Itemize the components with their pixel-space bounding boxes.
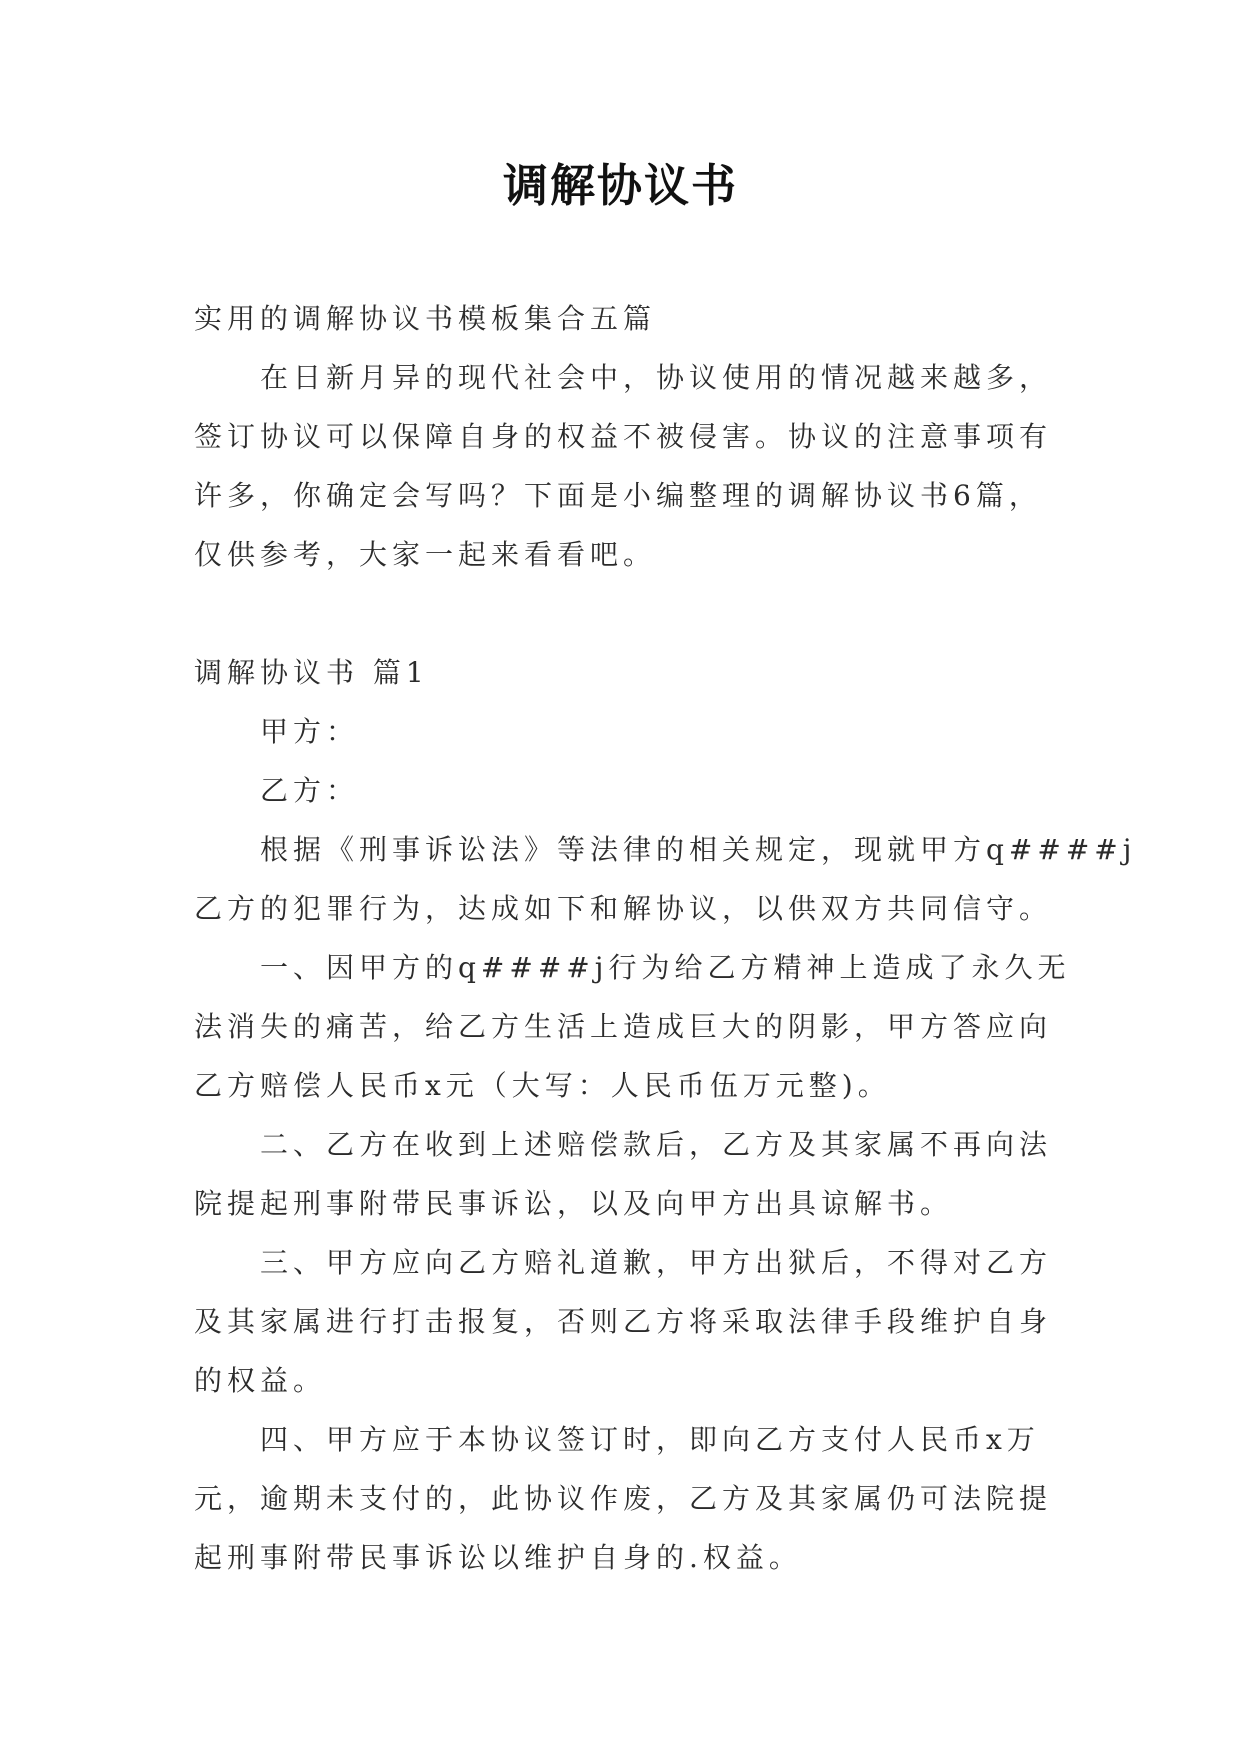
- clause-line: 二、乙方在收到上述赔偿款后，乙方及其家属不再向法: [260, 1128, 1053, 1161]
- clause-line: 法消失的痛苦，给乙方生活上造成巨大的阴影，甲方答应向: [194, 1010, 1053, 1043]
- clause-4: [194, 1410, 1094, 1587]
- clause-3: [194, 1233, 1094, 1410]
- intro-line: 仅供参考，大家一起来看看吧。: [194, 538, 657, 571]
- clause-line: 院提起刑事附带民事诉讼，以及向甲方出具谅解书。: [194, 1187, 954, 1220]
- party-b-label: 乙方：: [260, 774, 360, 807]
- intro-line: 签订协议可以保障自身的权益不被侵害。协议的注意事项有: [194, 420, 1053, 453]
- preamble-line: 根据《刑事诉讼法》等法律的相关规定，现就甲方q####j: [260, 833, 1137, 866]
- party-a-label: 甲方：: [260, 715, 360, 748]
- clause-line: 四、甲方应于本协议签订时，即向乙方支付人民币x万: [260, 1423, 1040, 1456]
- preamble-paragraph: [194, 820, 1137, 938]
- clause-line: 一、因甲方的q####j行为给乙方精神上造成了永久无: [260, 951, 1071, 984]
- clause-line: 起刑事附带民事诉讼以维护自身的.权益。: [194, 1541, 802, 1574]
- document-title: 调解协议书: [502, 159, 738, 212]
- paragraph-spacer: [194, 584, 1094, 643]
- section-heading: 调解协议书 篇1: [194, 656, 429, 689]
- clause-line: 乙方赔偿人民币x元（大写：人民币伍万元整)。: [194, 1069, 891, 1102]
- clause-line: 三、甲方应向乙方赔礼道歉，甲方出狱后，不得对乙方: [260, 1246, 1053, 1279]
- intro-paragraph: [194, 348, 1094, 584]
- clause-line: 及其家属进行打击报复，否则乙方将采取法律手段维护自身: [194, 1305, 1053, 1338]
- intro-line: 在日新月异的现代社会中，协议使用的情况越来越多，: [260, 361, 1053, 394]
- clause-line: 的权益。: [194, 1364, 327, 1397]
- clause-2: [194, 1115, 1094, 1233]
- document-subtitle: 实用的调解协议书模板集合五篇: [194, 302, 657, 335]
- intro-line: 许多，你确定会写吗？下面是小编整理的调解协议书6篇，: [194, 479, 1042, 512]
- clause-line: 元，逾期未支付的，此协议作废，乙方及其家属仍可法院提: [194, 1482, 1053, 1515]
- clause-1: [194, 938, 1094, 1115]
- document-body: [194, 289, 1137, 1587]
- preamble-line: 乙方的犯罪行为，达成如下和解协议，以供双方共同信守。: [194, 892, 1053, 925]
